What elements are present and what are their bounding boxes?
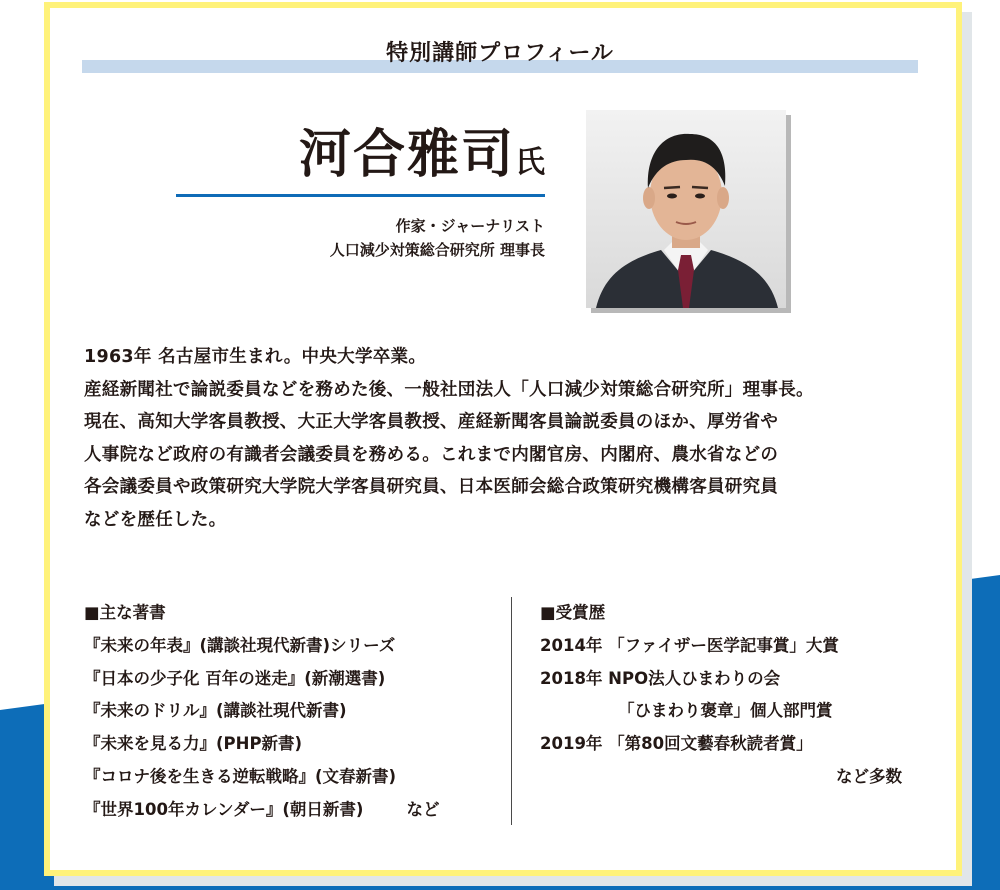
books-section (84, 597, 504, 827)
book-last-line (84, 794, 504, 827)
awards-section (540, 597, 910, 794)
bio-line: 人事院など政府の有識者会議委員を務める。これまで内閣官房、内閣府、農水省などの (84, 444, 779, 465)
speaker-title-line: 人口減少対策総合研究所 理事長 (329, 241, 545, 259)
award-line: 「ひまわり褒章」個人部門賞 (618, 701, 833, 721)
book-item: 『日本の少子化 百年の迷走』(新潮選書) (84, 668, 386, 688)
awards-etc: など多数 (836, 766, 902, 786)
book-item: 『未来のドリル』(講談社現代新書) (84, 701, 347, 721)
award-line: 2018年 NPO法人ひまわりの会 (540, 668, 781, 688)
speaker-titles (176, 214, 545, 262)
book-item: 『世界100年カレンダー』(朝日新書) (84, 799, 364, 819)
bio-line: 1963年 名古屋市生まれ。中央大学卒業。 (84, 347, 427, 367)
book-item: 『未来を見る力』(PHP新書) (84, 734, 303, 754)
bio-line: 各会議委員や政策研究大学院大学客員研究員、日本医師会総合政策研究機構客員研究員 (84, 477, 779, 497)
book-item: 『未来の年表』(講談社現代新書)シリーズ (84, 635, 396, 655)
portrait-photo-icon (586, 110, 786, 308)
biography (84, 341, 924, 536)
speaker-photo (586, 110, 786, 308)
awards-heading: ■受賞歴 (540, 603, 606, 622)
award-line: 2014年 「ファイザー医学記事賞」大賞 (540, 635, 839, 655)
bio-line: 産経新聞社で論説委員などを務めた後、一般社団法人「人口減少対策総合研究所」理事長。 (84, 379, 814, 400)
speaker-title-line: 作家・ジャーナリスト (395, 217, 545, 235)
speaker-name-block (176, 120, 545, 200)
bio-line: 現在、高知大学客員教授、大正大学客員教授、産経新聞客員論説委員のほか、厚労省や (84, 412, 779, 432)
books-etc: など (406, 799, 440, 819)
bio-line: などを歴任した。 (84, 509, 227, 530)
column-divider (511, 597, 512, 825)
books-heading: ■主な著書 (84, 603, 166, 622)
speaker-name: 河合雅司 (298, 125, 515, 185)
book-item: 『コロナ後を生きる逆転戦略』(文春新書) (84, 766, 397, 786)
award-line: 2019年 「第80回文藝春秋読者賞」 (540, 734, 813, 754)
speaker-name-suffix: 氏 (515, 145, 545, 180)
section-title: 特別講師プロフィール (386, 41, 614, 66)
name-underline (176, 194, 545, 197)
